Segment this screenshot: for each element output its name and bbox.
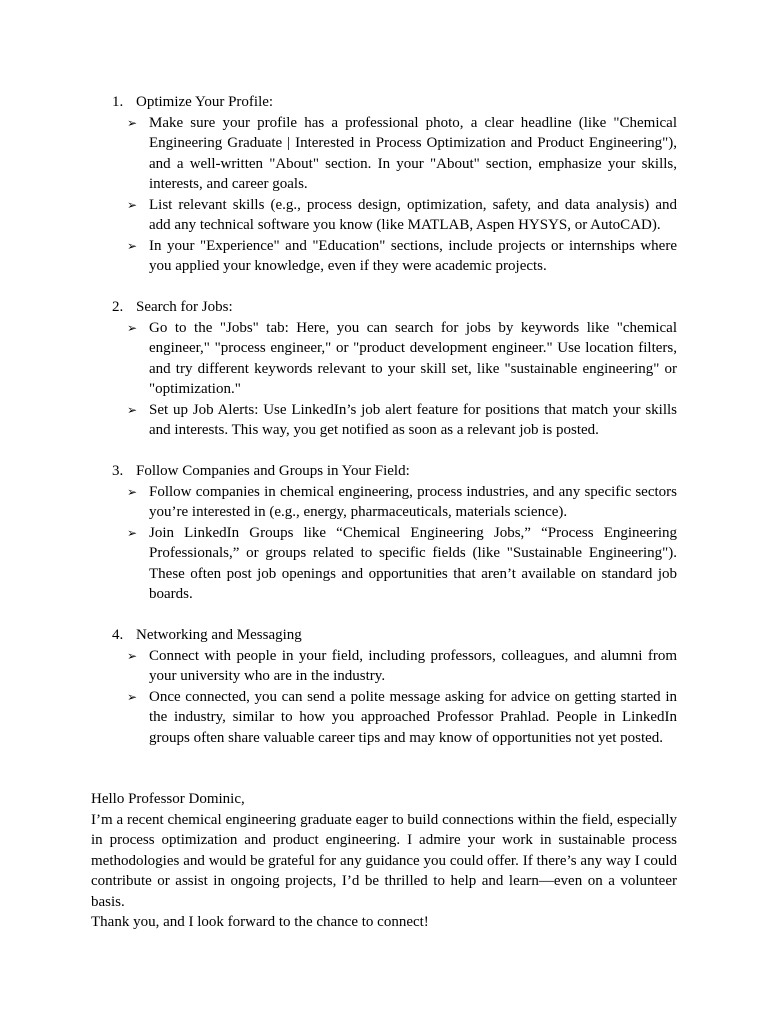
list-item-text: Set up Job Alerts: Use LinkedIn’s job alert feature for positions that match your skills and interests. This way, you get notified as soon as a relevant job is posted. (149, 401, 677, 438)
section-heading (91, 92, 677, 113)
list-item (91, 113, 677, 195)
document-page (91, 92, 677, 933)
list-item (91, 236, 677, 277)
arrow-bullet-icon: ➢ (127, 525, 138, 540)
section-networking (91, 625, 677, 748)
arrow-bullet-icon: ➢ (127, 402, 138, 417)
list-item-text: Once connected, you can send a polite message asking for advice on getting started in the industry, similar to how you approached Professor Prahlad. People in LinkedIn groups often share valuable career tips and may know of opportunities not yet posted. (149, 688, 677, 746)
arrow-bullet-icon: ➢ (127, 238, 138, 253)
arrow-bullet-icon: ➢ (127, 484, 138, 499)
arrow-bullet-icon: ➢ (127, 648, 138, 663)
section-follow-companies (91, 461, 677, 605)
list-item (91, 318, 677, 400)
arrow-bullet-icon: ➢ (127, 689, 138, 704)
arrow-bullet-icon: ➢ (127, 197, 138, 212)
section-heading (91, 625, 677, 646)
section-title: Search for Jobs: (136, 299, 233, 315)
bullet-list (91, 482, 677, 605)
letter-closing: Thank you, and I look forward to the chance to connect! (91, 914, 429, 930)
section-number: 1. (112, 94, 124, 110)
list-item (91, 523, 677, 605)
section-number: 3. (112, 463, 124, 479)
list-item (91, 400, 677, 441)
list-item (91, 646, 677, 687)
section-number: 4. (112, 627, 124, 643)
section-heading (91, 461, 677, 482)
list-item-text: Follow companies in chemical engineering, process industries, and any specific sectors you’re interested in (e.g., energy, pharmaceuticals, materials science). (149, 483, 677, 520)
bullet-list (91, 318, 677, 441)
section-search-jobs (91, 297, 677, 441)
list-item-text: Connect with people in your field, including professors, colleagues, and alumni from your university who are in the industry. (149, 647, 677, 684)
arrow-bullet-icon: ➢ (127, 115, 138, 130)
letter-greeting: Hello Professor Dominic, (91, 791, 245, 807)
list-item (91, 687, 677, 749)
list-item-text: In your "Experience" and "Education" sections, include projects or internships where you applied your knowledge, even if they were academic projects. (149, 237, 677, 274)
bullet-list (91, 113, 677, 277)
list-item (91, 195, 677, 236)
section-heading (91, 297, 677, 318)
arrow-bullet-icon: ➢ (127, 320, 138, 335)
list-item (91, 482, 677, 523)
section-title: Networking and Messaging (136, 627, 302, 643)
section-title: Follow Companies and Groups in Your Field: (136, 463, 410, 479)
list-item-text: Make sure your profile has a professional photo, a clear headline (like "Chemical Engineering Graduate | Interested in Process Optimization and Product Engineering"), and a well-written "About" section. In your "About" section, emphasize your skills, interests, and career goals. (149, 114, 677, 192)
list-item-text: List relevant skills (e.g., process design, optimization, safety, and data analysis) and add any technical software you know (like MATLAB, Aspen HYSYS, or AutoCAD). (149, 196, 677, 233)
list-item-text: Join LinkedIn Groups like “Chemical Engineering Jobs,” “Process Engineering Professionals,” or groups related to specific fields (like "Sustainable Engineering"). These often post job openings and opportunities that aren’t available on standard job boards. (149, 524, 677, 602)
letter-body: I’m a recent chemical engineering graduate eager to build connections within the field, especially in process optimization and product engineering. I admire your work in sustainable process methodologies and would be grateful for any guidance you could offer. If there’s any way I could contribute or assist in ongoing projects, I’d be thrilled to help and learn—even on a volunteer basis. (91, 811, 677, 910)
bullet-list (91, 646, 677, 749)
list-item-text: Go to the "Jobs" tab: Here, you can search for jobs by keywords like "chemical engineer," "process engineer," or "product development engineer." Use location filters, and try different keywords relevant to your skill set, like "sustainable engineering" or "optimization." (149, 319, 677, 397)
section-optimize-profile (91, 92, 677, 277)
section-number: 2. (112, 299, 124, 315)
message-draft (91, 789, 677, 933)
section-title: Optimize Your Profile: (136, 94, 274, 110)
